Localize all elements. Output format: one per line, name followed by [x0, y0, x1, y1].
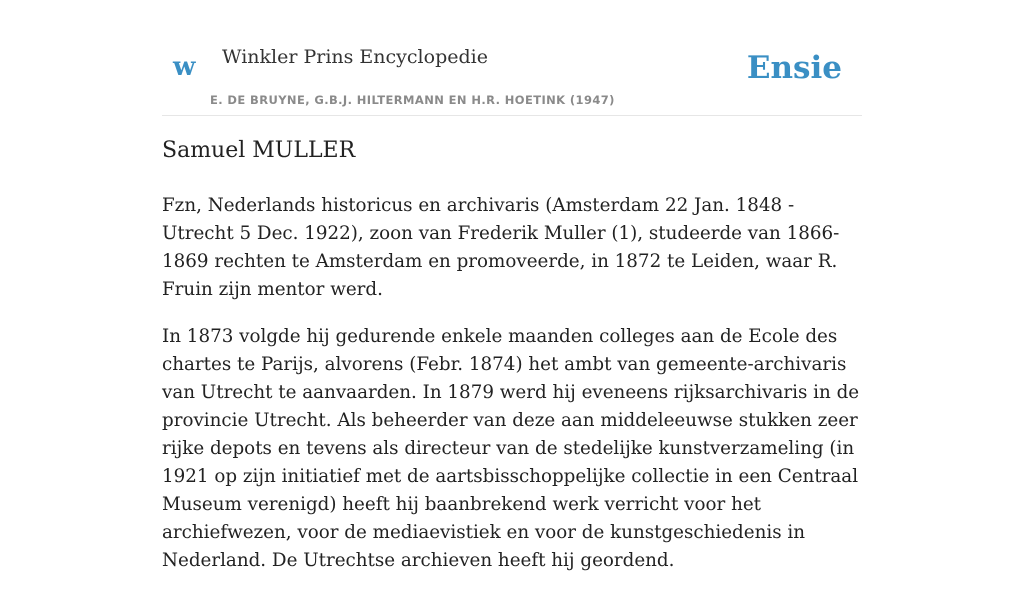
book-authors: E. DE BRUYNE, G.B.J. HILTERMANN EN H.R. HOETINK (1947)	[210, 93, 615, 107]
article-paragraph: Fzn, Nederlands historicus en archivaris (Amsterdam 22 Jan. 1848 - Utrecht 5 Dec. 1922), zoon van Frederik Muller (1), studeerde van 1866-1869 rechten te Amsterdam en promoveerde, in 1872 te Leiden, waar R. Fruin zijn mentor werd.	[162, 195, 840, 300]
site-header	[162, 30, 862, 116]
article-title: Samuel MULLER	[162, 138, 356, 163]
article-paragraph: In 1873 volgde hij gedurende enkele maanden colleges aan de Ecole des chartes te Parijs, alvorens (Febr. 1874) het ambt van gemeente-archivaris van Utrecht te aanvaarden. In 1879 werd hij eveneens rijksarchivaris in de provincie Utrecht. Als beheerder van deze aan middeleeuwse stukken zeer rijke depots en tevens als directeur van de stedelijke kunstverzameling (in 1921 op zijn initiatief met de aartsbisschoppelijke collectie in een Centraal Museum verenigd) heeft hij baanbrekend werk verricht voor het archiefwezen, voor de mediaevistiek en voor de kunstgeschiedenis in Nederland. De Utrechtse archieven heeft hij geordend.	[162, 326, 860, 571]
article-body	[162, 192, 862, 594]
book-logo[interactable]: w	[173, 52, 196, 82]
brand-logo[interactable]: Ensie	[746, 50, 842, 86]
book-title[interactable]: Winkler Prins Encyclopedie	[222, 46, 488, 68]
